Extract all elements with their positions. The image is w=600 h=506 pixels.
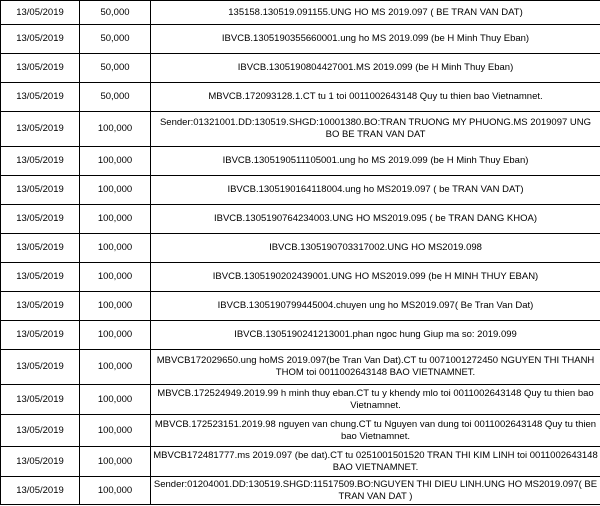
amount-cell: 100,000 bbox=[80, 321, 151, 350]
description-cell: IBVCB.1305190511105001.ung ho MS 2019.099 (be H Minh Thuy Eban) bbox=[151, 147, 600, 176]
table-row bbox=[1, 321, 600, 350]
description-cell: Sender:01321001.DD:130519.SHGD:10001380.BO:TRAN TRUONG MY PHUONG.MS 2019097 UNG BO BE TRAN VAN DAT bbox=[151, 112, 600, 147]
amount-cell: 100,000 bbox=[80, 263, 151, 292]
description-cell: MBVCB172029650.ung hoMS 2019.097(be Tran Van Dat).CT tu 0071001272450 NGUYEN THI THANH THOM toi 0011002643148 BAO VIETNAMNET. bbox=[151, 350, 600, 385]
transaction-table-body bbox=[1, 1, 600, 505]
table-row bbox=[1, 1, 600, 25]
table-row bbox=[1, 385, 600, 415]
description-cell: IBVCB.1305190164118004.ung ho MS2019.097 ( be TRAN VAN DAT) bbox=[151, 176, 600, 205]
table-row bbox=[1, 350, 600, 385]
table-row bbox=[1, 234, 600, 263]
date-cell: 13/05/2019 bbox=[1, 292, 80, 321]
description-cell: 135158.130519.091155.UNG HO MS 2019.097 ( BE TRAN VAN DAT) bbox=[151, 1, 600, 25]
amount-cell: 100,000 bbox=[80, 234, 151, 263]
amount-cell: 50,000 bbox=[80, 83, 151, 112]
date-cell: 13/05/2019 bbox=[1, 83, 80, 112]
date-cell: 13/05/2019 bbox=[1, 54, 80, 83]
date-cell: 13/05/2019 bbox=[1, 350, 80, 385]
description-cell: IBVCB.1305190764234003.UNG HO MS2019.095 ( be TRAN DANG KHOA) bbox=[151, 205, 600, 234]
amount-cell: 100,000 bbox=[80, 415, 151, 447]
table-row bbox=[1, 83, 600, 112]
table-row bbox=[1, 415, 600, 447]
amount-cell: 100,000 bbox=[80, 176, 151, 205]
date-cell: 13/05/2019 bbox=[1, 234, 80, 263]
table-row bbox=[1, 176, 600, 205]
table-row bbox=[1, 477, 600, 505]
date-cell: 13/05/2019 bbox=[1, 321, 80, 350]
date-cell: 13/05/2019 bbox=[1, 205, 80, 234]
description-cell: MBVCB.172524949.2019.99 h minh thuy eban.CT tu y khendy mlo toi 0011002643148 Quy tu thien bao Vietnamnet. bbox=[151, 385, 600, 415]
table-row bbox=[1, 147, 600, 176]
description-cell: IBVCB.1305190703317002.UNG HO MS2019.098 bbox=[151, 234, 600, 263]
description-cell: Sender:01204001.DD:130519.SHGD:11517509.BO:NGUYEN THI DIEU LINH.UNG HO MS2019.097( BE TRAN VAN DAT ) bbox=[151, 477, 600, 505]
description-cell: MBVCB.172523151.2019.98 nguyen van chung.CT tu Nguyen van dung toi 0011002643148 Quy tu thien bao Vietnamnet. bbox=[151, 415, 600, 447]
date-cell: 13/05/2019 bbox=[1, 176, 80, 205]
amount-cell: 100,000 bbox=[80, 477, 151, 505]
table-row bbox=[1, 112, 600, 147]
amount-cell: 50,000 bbox=[80, 1, 151, 25]
amount-cell: 100,000 bbox=[80, 385, 151, 415]
date-cell: 13/05/2019 bbox=[1, 415, 80, 447]
amount-cell: 100,000 bbox=[80, 112, 151, 147]
description-cell: MBVCB172481777.ms 2019.097 (be dat).CT tu 0251001501520 TRAN THI KIM LINH toi 0011002643148 BAO VIETNAMNET. bbox=[151, 447, 600, 477]
table-row bbox=[1, 447, 600, 477]
description-cell: IBVCB.1305190799445004.chuyen ung ho MS2019.097( Be Tran Van Dat) bbox=[151, 292, 600, 321]
description-cell: IBVCB.1305190202439001.UNG HO MS2019.099 (be H MINH THUY EBAN) bbox=[151, 263, 600, 292]
date-cell: 13/05/2019 bbox=[1, 147, 80, 176]
amount-cell: 100,000 bbox=[80, 205, 151, 234]
amount-cell: 100,000 bbox=[80, 447, 151, 477]
date-cell: 13/05/2019 bbox=[1, 25, 80, 54]
amount-cell: 100,000 bbox=[80, 292, 151, 321]
date-cell: 13/05/2019 bbox=[1, 112, 80, 147]
table-row bbox=[1, 25, 600, 54]
description-cell: IBVCB.1305190804427001.MS 2019.099 (be H Minh Thuy Eban) bbox=[151, 54, 600, 83]
date-cell: 13/05/2019 bbox=[1, 447, 80, 477]
table-row bbox=[1, 263, 600, 292]
date-cell: 13/05/2019 bbox=[1, 385, 80, 415]
description-cell: IBVCB.1305190241213001.phan ngoc hung Giup ma so: 2019.099 bbox=[151, 321, 600, 350]
amount-cell: 50,000 bbox=[80, 54, 151, 83]
date-cell: 13/05/2019 bbox=[1, 1, 80, 25]
date-cell: 13/05/2019 bbox=[1, 477, 80, 505]
date-cell: 13/05/2019 bbox=[1, 263, 80, 292]
description-cell: IBVCB.1305190355660001.ung ho MS 2019.099 (be H Minh Thuy Eban) bbox=[151, 25, 600, 54]
amount-cell: 100,000 bbox=[80, 350, 151, 385]
description-cell: MBVCB.172093128.1.CT tu 1 toi 0011002643148 Quy tu thien bao Vietnamnet. bbox=[151, 83, 600, 112]
table-row bbox=[1, 54, 600, 83]
amount-cell: 100,000 bbox=[80, 147, 151, 176]
table-row bbox=[1, 292, 600, 321]
table-row bbox=[1, 205, 600, 234]
amount-cell: 50,000 bbox=[80, 25, 151, 54]
